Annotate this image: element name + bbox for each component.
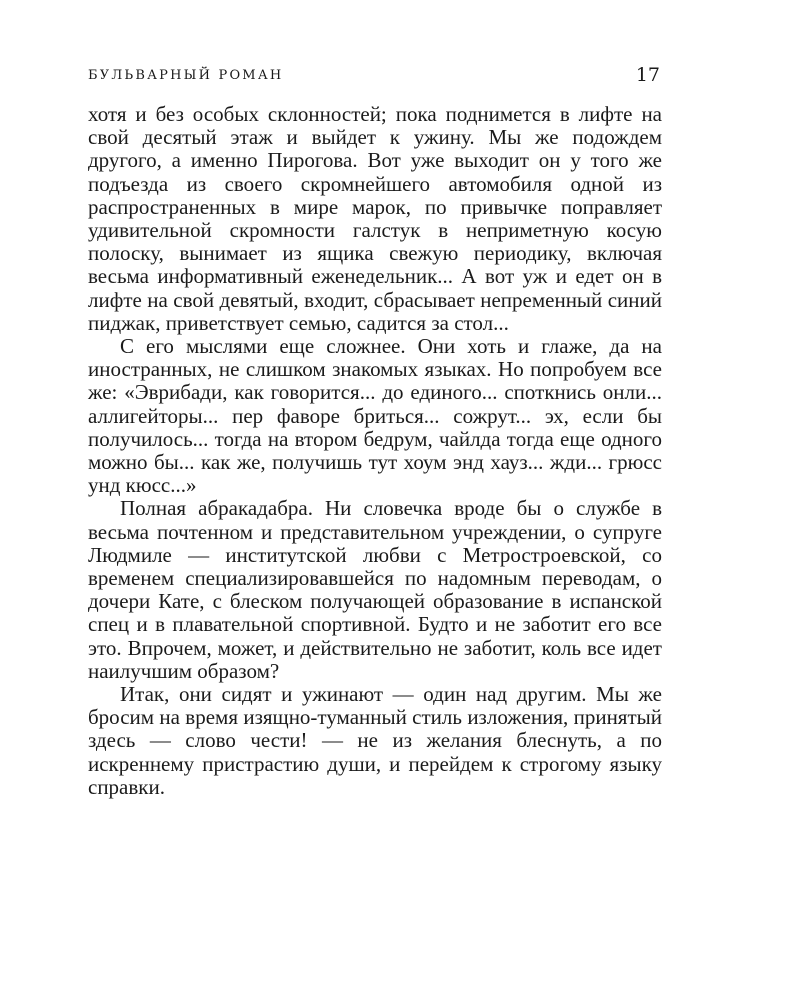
running-title: БУЛЬВАРНЫЙ РОМАН bbox=[88, 68, 284, 83]
paragraph: хотя и без особых склонностей; пока поднимется в лифте на свой десятый этаж и выйдет к ужину. Мы же подождем другого, а именно Пирогова. Вот уже выходит он у того же подъезда из своего скромнейшего автомобиля одной из распространенных в мире марок, по привычке поправляет удивительной скромности галстук в неприметную косую полоску, вынимает из ящика свежую периодику, включая весьма информативный еженедельник... А вот уж и едет он в лифте на свой девятый, входит, сбрасывает непременный синий пиджак, приветствует семью, садится за стол... bbox=[88, 102, 662, 335]
paragraph: Итак, они сидят и ужинают — один над другим. Мы же бросим на время изящно-туманный стиль изложения, принятый здесь — слово чести! — не из желания блеснуть, а по искреннему пристрастию души, и перейдем к строгому языку справки. bbox=[88, 682, 662, 799]
main-text bbox=[88, 103, 662, 799]
paragraph: Полная абракадабра. Ни словечка вроде бы о службе в весьма почтенном и представительном учреждении, о супруге Людмиле — институтской любви с Метростроевской, со временем специализировавшейся по надомным переводам, о дочери Кате, с блеском получающей образование в испанской спец и в плавательной спортивной. Будто и не заботит его все это. Впрочем, может, и действительно не заботит, коль все идет наилучшим образом? bbox=[88, 496, 662, 683]
page-number: 17 bbox=[635, 64, 660, 86]
paragraph: С его мыслями еще сложнее. Они хоть и глаже, да на иностранных, не слишком знакомых языках. Но попробуем все же: «Эврибади, как говорится... до единого... споткнись онли... аллигейторы... пер фаворе бриться... сожрут... эх, если бы получилось... тогда на втором бедрум, чайлда тогда еще одного можно бы... как же, получишь тут хоум энд хауз... жди... грюсс унд кюсс...» bbox=[88, 334, 662, 498]
